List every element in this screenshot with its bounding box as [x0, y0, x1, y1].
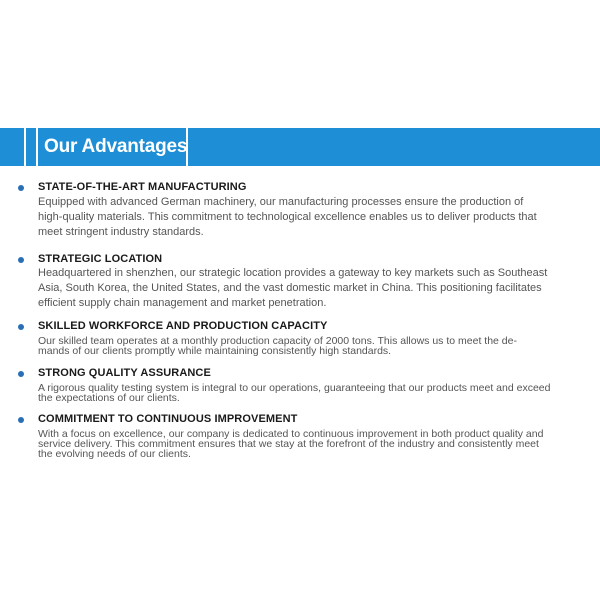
- description-line: A rigorous quality testing system is integral to our operations, guaranteeing that our products meet and exceed: [38, 382, 551, 394]
- banner-title-box: [36, 128, 188, 166]
- advantage-description: [38, 429, 568, 459]
- bullet-icon: [18, 185, 24, 191]
- bullet-icon: [18, 324, 24, 330]
- description-line: With a focus on excellence, our company is dedicated to continuous improvement in both product quality and: [38, 428, 544, 440]
- advantage-heading: STRATEGIC LOCATION: [38, 253, 163, 265]
- description-line: the evolving needs of our clients.: [38, 448, 191, 460]
- bullet-icon: [18, 417, 24, 423]
- description-line: Headquartered in shenzhen, our strategic location provides a gateway to key markets such as Southeast: [38, 267, 548, 279]
- description-line: meet stringent industry standards.: [38, 226, 204, 238]
- advantage-heading: STATE-OF-THE-ART MANUFACTURING: [38, 181, 247, 193]
- description-line: high-quality materials. This commitment to technological excellence enables us to deliver products that: [38, 211, 537, 223]
- advantage-description: [38, 266, 568, 311]
- advantage-heading: STRONG QUALITY ASSURANCE: [38, 367, 211, 379]
- advantage-description: [38, 336, 568, 356]
- section-title: Our Advantages: [44, 136, 188, 157]
- section-banner: [0, 128, 600, 166]
- description-line: mands of our clients promptly while maintaining consistently high standards.: [38, 345, 392, 357]
- description-line: service delivery. This commitment ensures that we stay at the forefront of the industry and consistently meet: [38, 438, 539, 450]
- advantage-heading: SKILLED WORKFORCE AND PRODUCTION CAPACITY: [38, 320, 328, 332]
- bullet-icon: [18, 257, 24, 263]
- description-line: Our skilled team operates at a monthly production capacity of 2000 tons. This allows us to meet the de-: [38, 335, 517, 347]
- advantage-description: [38, 383, 568, 403]
- description-line: Asia, South Korea, the United States, and the vast domestic market in China. This positioning facilitates: [38, 282, 542, 294]
- description-line: efficient supply chain management and market penetration.: [38, 297, 327, 309]
- bullet-icon: [18, 371, 24, 377]
- advantage-heading: COMMITMENT TO CONTINUOUS IMPROVEMENT: [38, 413, 298, 425]
- advantage-description: [38, 195, 568, 240]
- description-line: the expectations of our clients.: [38, 392, 180, 404]
- description-line: Equipped with advanced German machinery, our manufacturing processes ensure the production of: [38, 196, 524, 208]
- banner-accent-stripe: [0, 128, 26, 166]
